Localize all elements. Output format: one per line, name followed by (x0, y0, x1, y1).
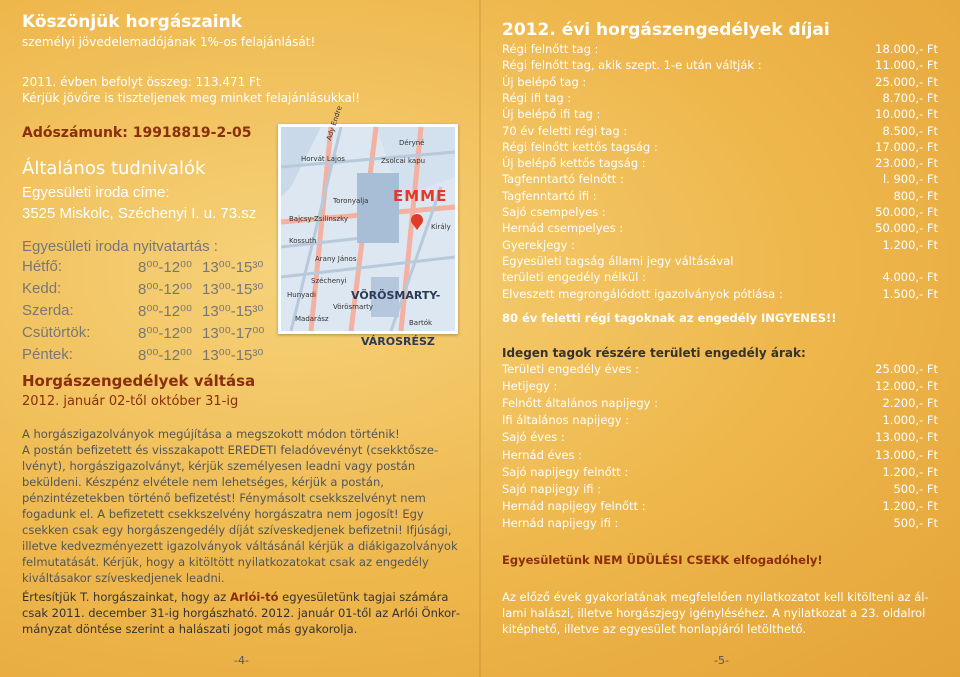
emme-marker: EMME (393, 187, 448, 205)
fee-value: 1.200,- Ft (882, 498, 938, 513)
district-label: VÖRÖSMARTY- (351, 289, 441, 302)
fee-label: Hernád éves : (502, 447, 583, 462)
fee-label: Régi felnőtt tag, akik szept. 1-e után váltják : (502, 58, 762, 73)
fee-value: l. 900,- Ft (882, 172, 938, 187)
hours-row-friday (22, 346, 322, 368)
map-street-label: Bartók (409, 319, 433, 327)
fee-row (502, 205, 938, 221)
map-street-label: Ady Endre (325, 104, 344, 142)
fee-label: Egyesületi tagság állami jegy váltásával (502, 253, 734, 268)
fee-label: Sajó napijegy felnőtt : (502, 464, 629, 479)
fee-label: Területi engedély éves : (502, 362, 640, 376)
fee-row (502, 270, 938, 286)
thanks-subtitle: személyi jövedelemadójának 1%-os felajánlását! (22, 35, 316, 49)
map-street-label: Király (431, 223, 451, 231)
donation-request: Kérjük jövőre is tiszteljenek meg minket felajánlásukkal! (22, 91, 361, 105)
fee-label: Hernád napijegy ifi : (502, 515, 619, 530)
fee-label: Tagfenntartó felnőtt : (502, 172, 624, 187)
notice-text: Értesítjük T. horgászainkat, hogy az (22, 590, 230, 604)
fee-value: 18.000,- Ft (875, 42, 938, 56)
map-street-label: Kossuth (289, 237, 317, 245)
fee-value: 10.000,- Ft (875, 107, 938, 122)
fee-label: Hernád csempelyes : (502, 221, 624, 236)
fee-row (502, 362, 938, 378)
fee-label: Tagfenntartó ifi : (502, 188, 597, 203)
fee-value: 17.000,- Ft (875, 139, 938, 154)
fee-row (502, 107, 938, 123)
hours-row-wednesday (22, 302, 322, 324)
fee-value: 500,- Ft (893, 515, 938, 530)
notice-text-rest: egyesületünk tagjai számára csak 2011. december 31-ig horgászható. 2012. január 01-től az Arlói Önkormányzat döntése szerint a halászati jogot más gyakorolja. (22, 590, 461, 636)
fee-row (502, 482, 938, 498)
fee-label: 70 év feletti régi tag : (502, 123, 628, 138)
arlo-lake-name: Arlói-tó (229, 590, 279, 604)
hours-afternoon: 13⁰⁰-15³⁰ (202, 347, 264, 364)
fee-label: Sajó napijegy ifi : (502, 481, 602, 496)
map-street-label: Zsolcai kapu (381, 157, 426, 165)
fee-row (502, 91, 938, 107)
map-street-label: Bajcsy-Zsilinszky (289, 215, 349, 223)
fee-value: 8.500,- Ft (882, 123, 938, 138)
page-number-right: -5- (714, 654, 729, 667)
license-renewal-note: A horgászigazolványok megújítása a megszokott módon történik! (22, 427, 400, 441)
fee-label: Régi felnőtt tag : (502, 42, 599, 56)
fee-value: 2.200,- Ft (882, 396, 938, 411)
hours-morning: 8⁰⁰-12⁰⁰ (138, 303, 193, 320)
general-info-title: Általános tudnivalók (22, 158, 206, 179)
fee-value: 13.000,- Ft (875, 447, 938, 462)
fee-row (502, 221, 938, 237)
hours-afternoon: 13⁰⁰-17⁰⁰ (202, 325, 265, 342)
hours-afternoon: 13⁰⁰-15³⁰ (202, 281, 264, 298)
office-address-label: Egyesületi iroda címe: (22, 184, 170, 201)
fee-label: Hetijegy : (502, 379, 558, 394)
tax-number: Adószámunk: 19918819-2-05 (22, 125, 252, 141)
map-street-label: Arany János (315, 255, 357, 263)
fee-value: 1.500,- Ft (882, 286, 938, 301)
hours-day: Szerda: (22, 302, 74, 319)
fee-value: 50.000,- Ft (875, 205, 938, 219)
hours-row-tuesday (22, 280, 322, 302)
license-title: Horgászengedélyek váltása (22, 372, 256, 390)
map-street-label: Toronyalja (333, 197, 369, 205)
map-street-label: Horvát Lajos (301, 155, 345, 163)
location-map (278, 104, 458, 348)
fee-row (502, 379, 938, 395)
license-period: 2012. január 02-től október 31-ig (22, 394, 239, 409)
fee-row (502, 465, 938, 481)
fee-value: 1.200,- Ft (882, 237, 938, 252)
map-street-label: Madarász (295, 315, 329, 323)
fee-label: Új belépő ifi tag : (502, 107, 601, 122)
hours-day: Péntek: (22, 346, 73, 363)
fee-label: Régi felnőtt kettős tagság : (502, 139, 658, 154)
map-street-label: Széchenyi (311, 277, 347, 285)
fee-row (502, 413, 938, 429)
fee-label: Ifi általános napijegy : (502, 413, 630, 428)
hours-row-thursday (22, 324, 322, 346)
guest-fees-title: Idegen tagok részére területi engedély árak: (502, 346, 806, 360)
fee-row (502, 238, 938, 254)
fee-value: 23.000,- Ft (875, 156, 938, 171)
fee-label: Felnőtt általános napijegy : (502, 396, 659, 411)
catch-declaration-note: Az előző évek gyakorlatának megfelelően nyilatkozatot kell kitölteni az állami halászi, illetve horgászjegy igényléséhez. A nyilatkozat a 23. oldalrol kitéphető, illetve az egyesület honlapjáról letölthető. (502, 590, 929, 636)
fee-row (502, 75, 938, 91)
license-instructions: A postán befizetett és visszakapott EREDETI feladóvevényt (csekktőszelvényt), horgászigazolványt, kérjük személyesen leadni vagy postán beküldeni. Készpénz elvétele nem lehetséges, kérjük a postán, pénzintézetekben történő befizetést! Fénymásolt csekkszelvényt nem fogadunk el. A befizetett csekkszelvény horgászatra nem jogosít! Egy csekken csak egy horgászengedély díját szíveskedjenek befizetni! Ifjúsági, illetve kedvezményezett igazolványok váltásánál kérjük a diákigazolványok felmutatását. Kérjük, hogy a kitöltött nyilatkozatokat csak az engedély kiváltásakor szíveskedjenek leadni. (22, 443, 458, 585)
fee-row (502, 448, 938, 464)
fee-value: 25.000,- Ft (875, 362, 938, 376)
fee-value: 25.000,- Ft (875, 74, 938, 89)
fee-value: 1.200,- Ft (882, 464, 938, 479)
right-page (480, 0, 960, 677)
fee-row (502, 58, 938, 74)
arlo-lake-notice (22, 589, 462, 637)
fee-label: Hernád napijegy felnőtt : (502, 498, 646, 513)
fee-label: Sajó éves : (502, 430, 565, 445)
hours-day: Hétfő: (22, 258, 63, 275)
hours-morning: 8⁰⁰-12⁰⁰ (138, 281, 193, 298)
fee-value: 11.000,- Ft (875, 58, 938, 73)
fee-row (502, 42, 938, 58)
fee-row (502, 156, 938, 172)
hours-afternoon: 13⁰⁰-15³⁰ (202, 259, 264, 276)
map-street-label: Vörösmarty (333, 303, 374, 311)
fee-value: 12.000,- Ft (875, 379, 938, 394)
fee-row (502, 396, 938, 412)
szep-card-note: Egyesületünk NEM ÜDÜLÉSI CSEKK elfogadóhely! (502, 553, 823, 567)
fee-value: 800,- Ft (893, 188, 938, 203)
fee-label: Új belépő kettős tagság : (502, 156, 646, 171)
office-address: 3525 Miskolc, Széchenyi I. u. 73.sz (22, 205, 257, 222)
fee-row (502, 189, 938, 205)
hours-morning: 8⁰⁰-12⁰⁰ (138, 259, 193, 276)
fee-value: 50.000,- Ft (875, 221, 938, 236)
fee-value: 500,- Ft (893, 481, 938, 496)
location-pin-icon (407, 211, 427, 231)
fee-label: Régi ifi tag : (502, 90, 572, 105)
fee-value: 13.000,- Ft (875, 430, 938, 445)
fee-row (502, 287, 938, 303)
fee-label: Új belépő tag : (502, 74, 587, 89)
donation-amount: 2011. évben befolyt összeg: 113.471 Ft (22, 75, 261, 89)
fees-title: 2012. évi horgászengedélyek díjai (502, 20, 830, 40)
page-number-left: -4- (234, 654, 249, 667)
thanks-title: Köszönjük horgászaink (22, 12, 243, 32)
fee-label: Elveszett megrongálódott igazolványok pótlása : (502, 286, 783, 301)
fee-row (502, 172, 938, 188)
fee-value: 4.000,- Ft (882, 270, 938, 285)
fee-row (502, 516, 938, 532)
map-street-label: Déryné (399, 139, 425, 147)
map-street-label: Hunyadi (287, 291, 316, 299)
fee-row (502, 499, 938, 515)
hours-day: Csütörtök: (22, 324, 91, 341)
fee-row (502, 254, 938, 270)
hours-morning: 8⁰⁰-12⁰⁰ (138, 347, 193, 364)
fee-label: Sajó csempelyes : (502, 205, 606, 219)
hours-afternoon: 13⁰⁰-15³⁰ (202, 303, 264, 320)
opening-hours-title: Egyesületi iroda nyitvatartás : (22, 238, 218, 255)
fee-value: 1.000,- Ft (882, 413, 938, 428)
fee-row (502, 124, 938, 140)
fee-label: területi engedély nélkül : (502, 270, 646, 285)
hours-row-monday (22, 258, 322, 280)
fee-value: 8.700,- Ft (882, 90, 938, 105)
fee-row (502, 430, 938, 446)
hours-day: Kedd: (22, 280, 62, 297)
district-label: VÁROSRÉSZ (361, 335, 435, 348)
hours-morning: 8⁰⁰-12⁰⁰ (138, 325, 193, 342)
fee-row (502, 140, 938, 156)
fee-label: Gyerekjegy : (502, 237, 575, 252)
free-license-note: 80 év feletti régi tagoknak az engedély INGYENES!! (502, 311, 837, 325)
